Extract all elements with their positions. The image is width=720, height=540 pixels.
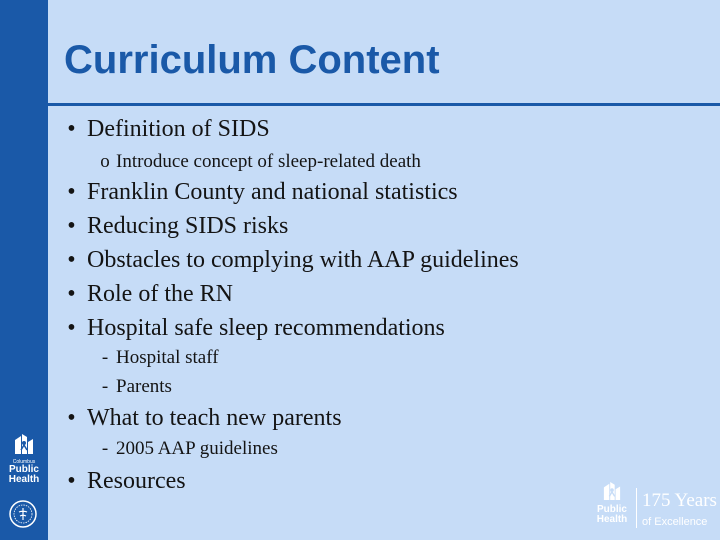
bullet-marker: • [67,247,76,273]
building-figure-icon [598,482,626,500]
logo-health-text: Health [596,514,628,525]
public-health-logo-small [592,482,632,525]
logo-divider [636,488,637,528]
sub-bullet-item [94,151,421,173]
sub-bullet-text: Hospital staff [116,347,219,368]
seal-icon [9,500,37,528]
bullet-marker: • [67,281,76,307]
title-underline [48,103,720,106]
sub-bullet-text: Introduce concept of sleep-related death [116,151,421,172]
anniversary-tagline: of Excellence [642,516,708,528]
bullet-text: Role of the RN [87,281,233,307]
sub-bullet-text: 2005 AAP guidelines [116,438,278,459]
sub-bullet-item [94,438,278,460]
sub-bullet-item [94,376,172,398]
dash-marker: - [101,347,109,368]
bullet-item [56,315,445,342]
bullet-item [56,405,342,432]
dash-marker: - [101,438,109,459]
bullet-item [56,281,233,308]
bullet-text: What to teach new parents [87,405,342,431]
bullet-item [56,247,519,274]
anniversary-logo [592,478,716,534]
bullet-text: Definition of SIDS [87,116,270,142]
bullet-item [56,179,458,206]
dash-marker: - [101,376,109,397]
bullet-marker: • [67,116,76,142]
anniversary-years-text: 175 Years [642,490,717,511]
bullet-text: Reducing SIDS risks [87,213,289,239]
bullet-text: Obstacles to complying with AAP guidelines [87,247,519,273]
public-health-logo [4,434,44,485]
bullet-item [56,468,186,495]
bullet-text: Resources [87,468,186,494]
logo-health-text: Health [8,474,40,485]
bullet-marker: • [67,179,76,205]
sub-bullet-marker: o [100,151,110,172]
bullet-marker: • [67,315,76,341]
logo-public-text: Public [596,504,627,515]
bullet-marker: • [67,213,76,239]
logo-public-text: Public [8,464,39,475]
bullet-marker: • [67,468,76,494]
sub-bullet-item [94,347,219,369]
bullet-item [56,116,270,143]
logo-top-text: Columbus [12,459,36,465]
bullet-marker: • [67,405,76,431]
sub-bullet-text: Parents [116,376,172,397]
bullet-text: Hospital safe sleep recommendations [87,315,445,341]
slide-title: Curriculum Content [64,38,440,82]
bullet-item [56,213,288,240]
bullet-text: Franklin County and national statistics [87,179,458,205]
building-figure-icon [9,434,39,454]
